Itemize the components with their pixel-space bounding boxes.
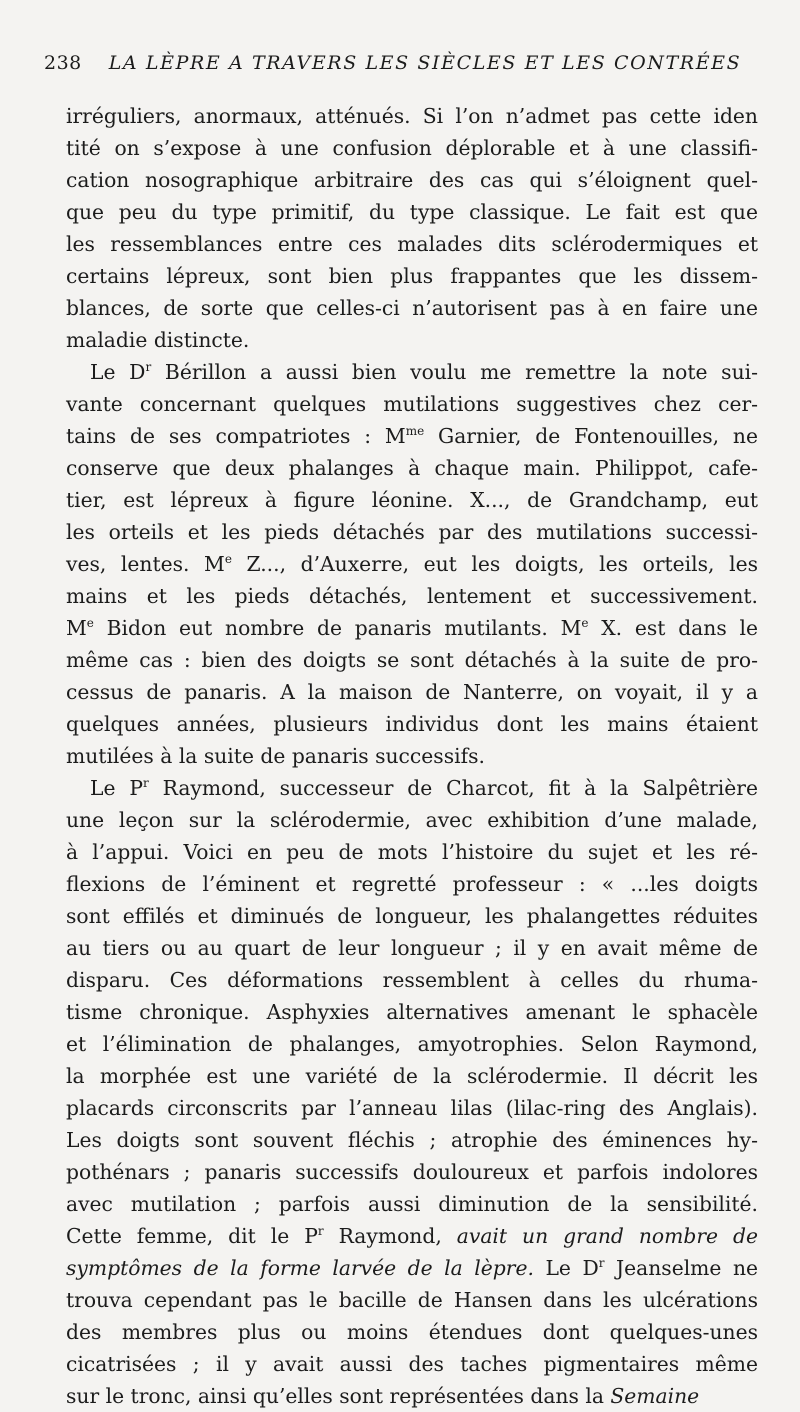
text-run: Bérillon a aussi bien voulu me remettre la note sui- <box>151 360 758 384</box>
text-line <box>66 612 758 644</box>
superscript: r <box>317 1224 324 1238</box>
text-line <box>66 868 758 900</box>
text-line <box>66 1380 758 1412</box>
text-run: cicatrisées ; il y avait aussi des taches pigmentaires même <box>66 1352 758 1376</box>
text-line <box>66 996 758 1028</box>
text-run: même cas : bien des doigts se sont détachés à la suite de pro- <box>66 648 758 672</box>
text-line <box>66 260 758 292</box>
text-line <box>66 1124 758 1156</box>
text-line <box>66 740 758 772</box>
text-line <box>66 1028 758 1060</box>
text-run: et l’élimination de phalanges, amyotrophies. Selon Raymond, <box>66 1032 758 1056</box>
superscript: me <box>405 424 425 438</box>
text-line <box>66 964 758 996</box>
italic-text: symptômes de la forme larvée de la lèpre. <box>66 1256 534 1280</box>
superscript: r <box>145 360 152 374</box>
text-run: tains de ses compatriotes : M <box>66 424 406 448</box>
text-run: tier, est lépreux à figure léonine. X..., de Grandchamp, eut <box>66 488 758 512</box>
superscript: e <box>581 616 589 630</box>
text-run: tité on s’expose à une confusion déplorable et à une classifi- <box>66 136 758 160</box>
text-line <box>66 1284 758 1316</box>
text-run: Le D <box>533 1256 599 1280</box>
text-run: Z..., d’Auxerre, eut les doigts, les orteils, les <box>231 552 758 576</box>
text-run: placards circonscrits par l’anneau lilas (lilac-ring des Anglais). <box>66 1096 758 1120</box>
text-run: des membres plus ou moins étendues dont quelques-unes <box>66 1320 758 1344</box>
text-run: les ressemblances entre ces malades dits sclérodermiques et <box>66 232 758 256</box>
text-line <box>66 1092 758 1124</box>
text-run: que peu du type primitif, du type classique. Le fait est que <box>66 200 758 224</box>
text-line <box>66 932 758 964</box>
text-line <box>66 420 758 452</box>
text-line <box>66 356 758 388</box>
text-line <box>66 164 758 196</box>
text-run: cation nosographique arbitraire des cas qui s’éloignent quel- <box>66 168 758 192</box>
text-line <box>66 132 758 164</box>
text-run: pothénars ; panaris successifs douloureux et parfois indolores <box>66 1160 758 1184</box>
text-line <box>66 1252 758 1284</box>
text-run: blances, de sorte que celles-ci n’autorisent pas à en faire une <box>66 296 758 320</box>
text-run: à l’appui. Voici en peu de mots l’histoire du sujet et les ré- <box>66 840 758 864</box>
text-line <box>66 388 758 420</box>
text-run: maladie distincte. <box>66 328 250 352</box>
text-line <box>66 1060 758 1092</box>
body-text <box>66 100 758 1412</box>
text-run: disparu. Ces déformations ressemblent à celles du rhuma- <box>66 968 758 992</box>
text-line <box>66 580 758 612</box>
text-run: ves, lentes. M <box>66 552 225 576</box>
text-run: vante concernant quelques mutilations suggestives chez cer- <box>66 392 758 416</box>
text-line <box>66 676 758 708</box>
text-run: Jeanselme ne <box>604 1256 759 1280</box>
text-run: M <box>66 616 87 640</box>
text-line <box>66 804 758 836</box>
page-number: 238 <box>44 52 82 74</box>
text-run: sont effilés et diminués de longueur, les phalangettes réduites <box>66 904 758 928</box>
text-run: Garnier, de Fontenouilles, ne <box>424 424 758 448</box>
italic-text: avait un grand nombre de <box>456 1224 758 1248</box>
text-line <box>66 1188 758 1220</box>
text-run: Les doigts sont souvent fléchis ; atrophie des éminences hy- <box>66 1128 758 1152</box>
text-line <box>66 1348 758 1380</box>
text-line <box>66 548 758 580</box>
text-line <box>66 484 758 516</box>
text-run: une leçon sur la sclérodermie, avec exhibition d’une malade, <box>66 808 758 832</box>
superscript: r <box>142 776 149 790</box>
text-run: certains lépreux, sont bien plus frappantes que les dissem- <box>66 264 758 288</box>
text-run: Bidon eut nombre de panaris mutilants. M <box>93 616 582 640</box>
text-run: Le P <box>90 776 143 800</box>
text-run: tisme chronique. Asphyxies alternatives amenant le sphacèle <box>66 1000 758 1024</box>
page-header <box>44 52 760 92</box>
text-run: Raymond, successeur de Charcot, fit à la Salpêtrière <box>148 776 758 800</box>
text-run: sur le tronc, ainsi qu’elles sont représentées dans la <box>66 1384 611 1408</box>
text-line <box>66 452 758 484</box>
running-title: LA LÈPRE A TRAVERS LES SIÈCLES ET LES CONTRÉES <box>108 52 742 74</box>
text-line <box>66 900 758 932</box>
text-run: Cette femme, dit le P <box>66 1224 318 1248</box>
text-line <box>66 1316 758 1348</box>
text-run: mutilées à la suite de panaris successifs. <box>66 744 485 768</box>
text-run: conserve que deux phalanges à chaque main. Philippot, cafe- <box>66 456 758 480</box>
italic-text: Semaine <box>610 1384 700 1408</box>
text-run: les orteils et les pieds détachés par des mutilations successi- <box>66 520 758 544</box>
text-run: mains et les pieds détachés, lentement et successivement. <box>66 584 758 608</box>
text-run: cessus de panaris. A la maison de Nanterre, on voyait, il y a <box>66 680 758 704</box>
superscript: e <box>86 616 94 630</box>
text-run: irréguliers, anormaux, atténués. Si l’on n’admet pas cette iden <box>66 104 758 128</box>
text-line <box>66 644 758 676</box>
superscript: r <box>598 1256 605 1270</box>
text-run: trouva cependant pas le bacille de Hansen dans les ulcérations <box>66 1288 758 1312</box>
text-line <box>66 1156 758 1188</box>
text-run: X. est dans le <box>588 616 758 640</box>
text-run: Le D <box>90 360 146 384</box>
text-line <box>66 772 758 804</box>
text-line <box>66 324 758 356</box>
text-line <box>66 292 758 324</box>
text-run: la morphée est une variété de la sclérodermie. Il décrit les <box>66 1064 758 1088</box>
text-run: flexions de l’éminent et regretté professeur : « ...les doigts <box>66 872 758 896</box>
text-run: avec mutilation ; parfois aussi diminution de la sensibilité. <box>66 1192 758 1216</box>
text-run: Raymond, <box>323 1224 457 1248</box>
text-line <box>66 836 758 868</box>
text-run: quelques années, plusieurs individus dont les mains étaient <box>66 712 758 736</box>
text-line <box>66 100 758 132</box>
text-line <box>66 1220 758 1252</box>
superscript: e <box>224 552 232 566</box>
text-line <box>66 516 758 548</box>
text-line <box>66 228 758 260</box>
text-line <box>66 196 758 228</box>
text-run: au tiers ou au quart de leur longueur ; il y en avait même de <box>66 936 758 960</box>
text-line <box>66 708 758 740</box>
